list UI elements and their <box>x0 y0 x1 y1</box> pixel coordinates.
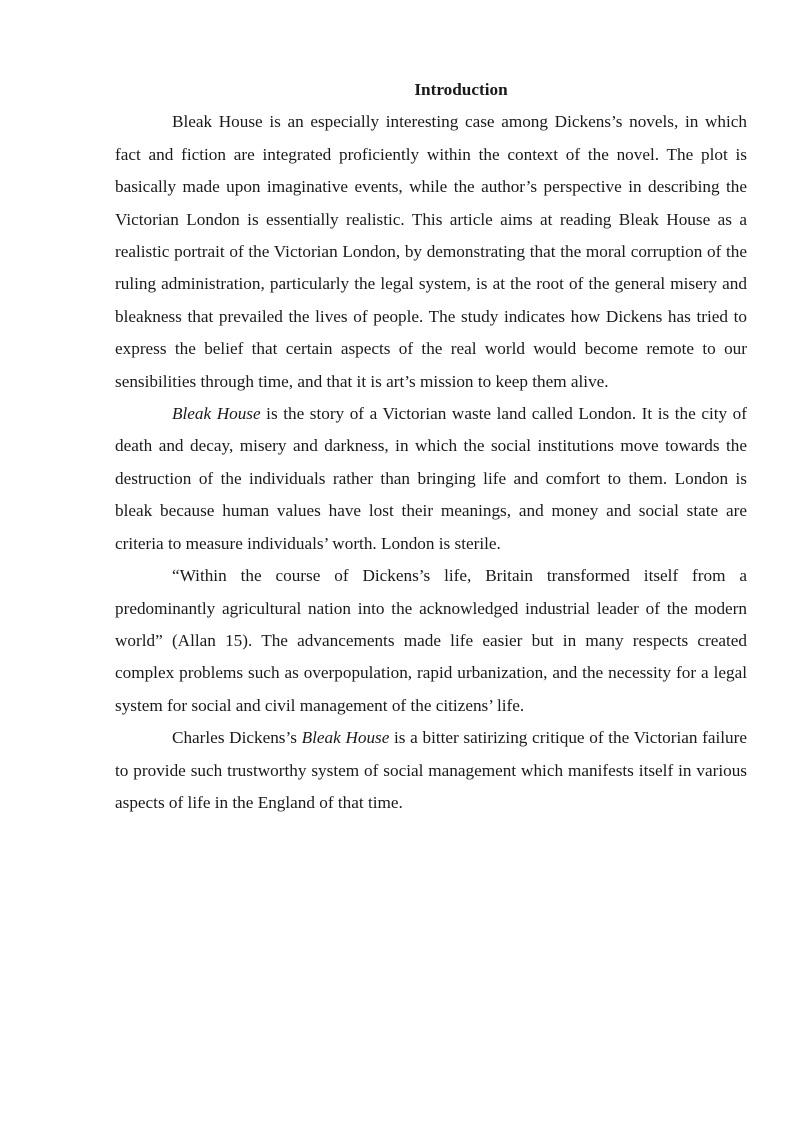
paragraph-3-text: “Within the course of Dickens’s life, Britain transformed itself from a predominantly agricultural nation into the acknowledged industrial leader of the modern world” (Allan 15). The advancements made life easier but in many respects created complex problems such as overpopulation, rapid urbanization, and the necessity for a legal system for social and civil management of the citizens’ life. <box>115 566 747 715</box>
paragraph-4 <box>115 722 747 819</box>
paragraph-2-text: is the story of a Victorian waste land called London. It is the city of death and decay, misery and darkness, in which the social institutions move towards the destruction of the individuals rather than bringing life and comfort to them. London is bleak because human values have lost their meanings, and money and social state are criteria to measure individuals’ worth. London is sterile. <box>115 404 747 553</box>
section-heading: Introduction <box>414 80 508 99</box>
paragraph-3 <box>115 560 747 722</box>
paragraph-4-text-end: is a bitter satirizing critique of the Victorian failure to provide such trustworthy system of social management which manifests itself in various aspects of life in the England of that time. <box>115 728 747 812</box>
document-body <box>115 74 747 819</box>
paragraph-2 <box>115 398 747 560</box>
paragraph-1 <box>115 106 747 398</box>
paragraph-1-text: Bleak House is an especially interesting case among Dickens’s novels, in which fact and fiction are integrated proficiently within the context of the novel. The plot is basically made upon imaginative events, while the author’s perspective in describing the Victorian London is essentially realistic. This article aims at reading Bleak House as a realistic portrait of the Victorian London, by demonstrating that the moral corruption of the ruling administration, particularly the legal system, is at the root of the general misery and bleakness that prevailed the lives of people. The study indicates how Dickens has tried to express the belief that certain aspects of the real world would become remote to our sensibilities through time, and that it is art’s mission to keep them alive. <box>115 112 747 391</box>
paragraph-4-book-title: Bleak House <box>301 728 390 748</box>
paragraph-4-text-start: Charles Dickens’s <box>172 728 302 748</box>
paragraph-2-book-title: Bleak House <box>172 404 261 424</box>
